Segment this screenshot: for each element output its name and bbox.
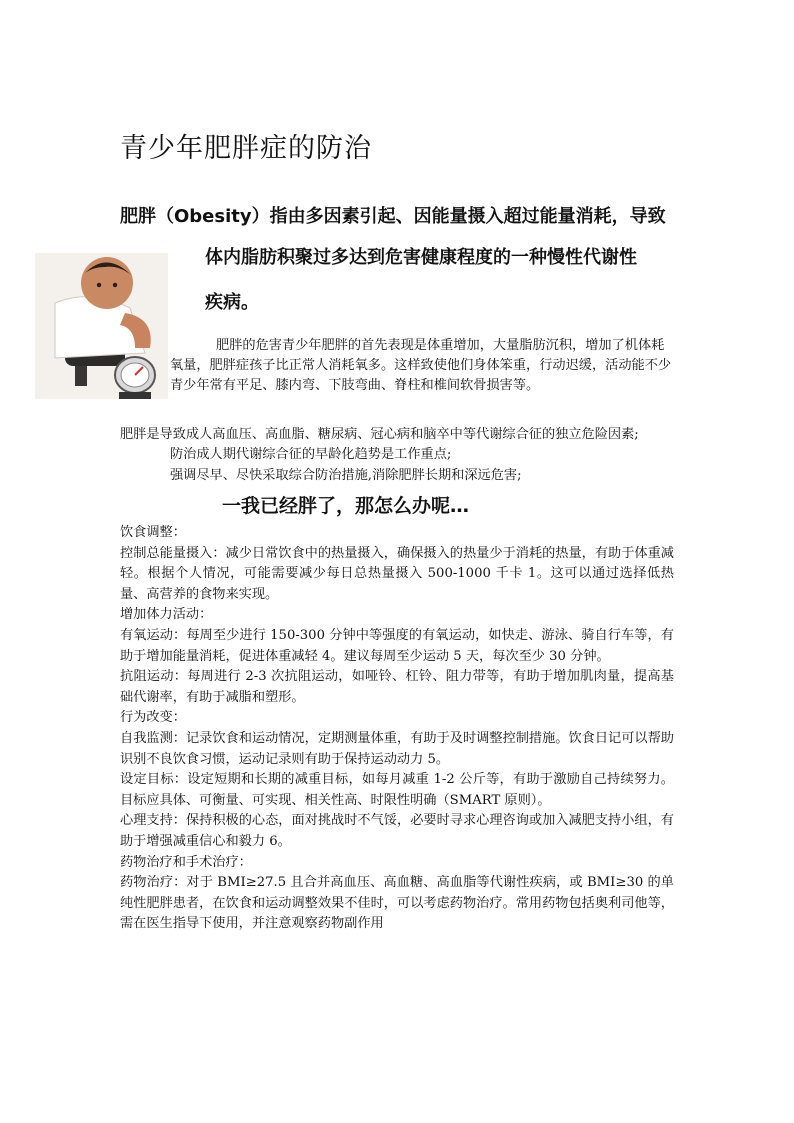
risk-line-3: 强调尽早、尽快采取综合防治措施,消除肥胖长期和深远危害; bbox=[170, 468, 522, 483]
page-title: 青少年肥胖症的防治 bbox=[120, 133, 372, 164]
self-monitoring-paragraph: 自我监测：记录饮食和运动情况，定期测量体重，有助于及时调整控制措施。饮食日记可以帮助识别不良饮食习惯，运动记录则有助于保持运动动力 5。 bbox=[120, 730, 674, 767]
section-behavior-heading: 行为改变： bbox=[120, 710, 186, 726]
medication-paragraph: 药物治疗：对于 BMI≥27.5 且合并高血压、高血糖、高血脂等代谢性疾病，或 BMI≥30 的单纯性肥胖患者，在饮食和运动调整效果不佳时，可以考虑药物治疗。常用药物包括奥利司他等，需在医生指导下使用，并注意观察药物副作用 bbox=[120, 875, 674, 932]
subheading: 一我已经胖了，那怎么办呢… bbox=[222, 495, 470, 517]
child-on-scale-photo bbox=[35, 253, 168, 399]
definition-line-3: 疾病。 bbox=[205, 292, 259, 313]
section-activity-heading: 增加体力活动： bbox=[120, 607, 213, 623]
psych-support-paragraph: 心理支持：保持积极的心态，面对挑战时不气馁，必要时寻求心理咨询或加入减肥支持小组，有助于增强减重信心和毅力 6。 bbox=[120, 813, 674, 849]
goal-setting-paragraph: 设定目标：设定短期和长期的减重目标，如每月减重 1-2 公斤等，有助于激励自己持续努力。目标应具体、可衡量、可实现、相关性高、时限性明确（SMART 原则）。 bbox=[120, 772, 674, 808]
risk-line-2: 防治成人期代谢综合征的早龄化趋势是工作重点; bbox=[170, 447, 452, 462]
treatment-content bbox=[120, 523, 674, 935]
diet-calorie-paragraph: 控制总能量摄入：减少日常饮食中的热量摄入，确保摄入的热量少于消耗的热量，有助于体重减轻。根据个人情况，可能需要减少每日总热量摄入 500-1000 千卡 1。这可以通过选择低热量、高营养的食物来实现。 bbox=[120, 545, 674, 602]
section-medical-heading: 药物治疗和手术治疗： bbox=[120, 854, 252, 870]
definition-line-1: 肥胖（Obesity）指由多因素引起、因能量摄入超过能量消耗，导致 bbox=[120, 206, 666, 227]
resistance-paragraph: 抗阻运动：每周进行 2-3 次抗阻运动，如哑铃、杠铃、阻力带等，有助于增加肌肉量，提高基础代谢率，有助于减脂和塑形。 bbox=[120, 669, 674, 705]
risk-line-1: 肥胖是导致成人高血压、高血脂、糖尿病、冠心病和脑卒中等代谢综合征的独立危险因素; bbox=[120, 427, 639, 442]
aerobic-paragraph: 有氧运动：每周至少进行 150-300 分钟中等强度的有氧运动，如快走、游泳、骑自行车等，有助于增加能量消耗，促进体重减轻 4。建议每周至少运动 5 天，每次至少 30 分钟。 bbox=[120, 627, 674, 664]
section-diet-heading: 饮食调整： bbox=[120, 525, 186, 540]
definition-line-2: 体内脂肪积聚过多达到危害健康程度的一种慢性代谢性 bbox=[205, 247, 637, 268]
obesity-harm-paragraph: 肥胖的危害青少年肥胖的首先表现是体重增加，大量脂肪沉积，增加了机体耗氧量，肥胖症孩子比正常人消耗氧多。这样致使他们身体笨重，行动迟缓，活动能不少青少年常有平足、膝内弯、下肢弯曲、脊柱和椎间软骨损害等。 bbox=[170, 338, 672, 393]
